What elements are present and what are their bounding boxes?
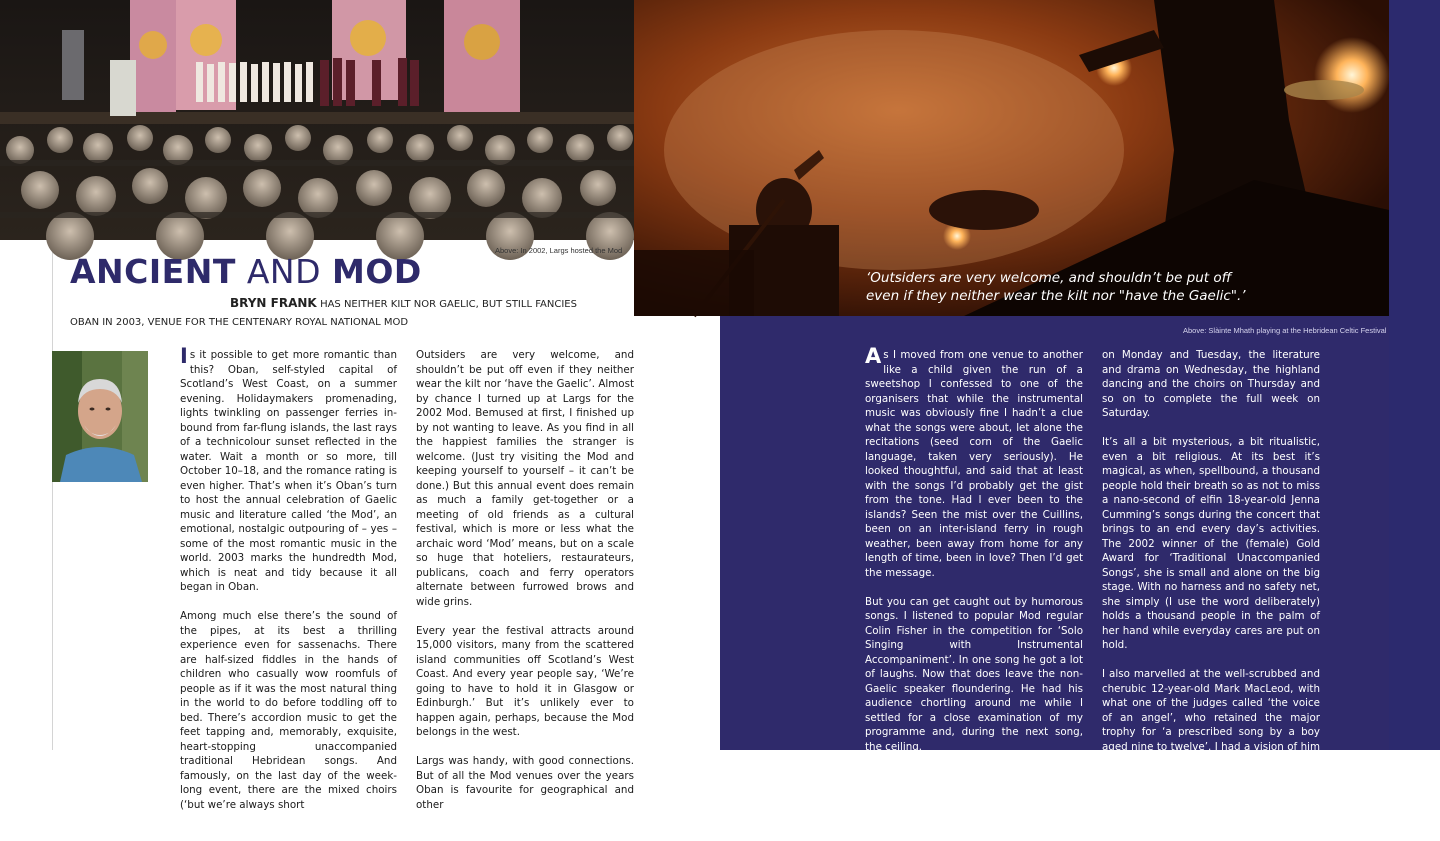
concert-photo-caption: Above: Slàinte Mhath playing at the Hebridean Celtic Festival [1183,326,1387,335]
drop-cap: A [865,344,882,368]
paragraph-text: s I moved from one venue to another like a child given the run of a sweetshop I confessed to one of the organisers that while the instrumental music was obviously fine I hadn’t a clue what the songs were about, let alone the recitations (seed corn of the Gaelic language, taken very seriously). He looked thoughtful, and said that at least with the songs I’d probably get the gist from the tone. Had I ever been to the islands? Seen the mist over the Cuillins, been on an inter-island ferry in rough weather, been away from home for any length of time, been in love? Then I’d get the message. [865,349,1083,579]
drop-cap: I [180,344,188,368]
title-word-mod: MOD [332,252,422,291]
title-word-ancient: ANCIENT [70,252,236,291]
author-name: BRYN FRANK [230,296,317,310]
standfirst-text-2: OBAN IN 2003, VENUE FOR THE CENTENARY ROYAL NATIONAL MOD [70,316,409,328]
article-title [70,252,422,291]
paragraph: It’s all a bit mysterious, a bit ritualistic, even a bit religious. At its best it’s magical, as when, spellbound, a thousand people hold their breath so as not to miss a nano-second of elfin 18-year-old Jenna Cumming’s songs during the concert that brings to an end every day’s activities. The 2002 winner of the (female) Gold Award for ‘Traditional Unaccompanied Songs’, she is small and alone on the big stage. With no harness and no safety net, she simply (I use the word deliberately) holds a thousand people in the palm of her hand while everyday cares are put on hold. [1102,436,1320,651]
paragraph: But you can get caught out by humorous songs. I listened to popular Mod regular Colin Fisher in the competition for ‘Solo Singing with Instrumental Accompaniment’. In one song he got a lot of laughs. Now that does leave the non-Gaelic speaker floundering. He had his audience chortling around me while I settled for a close examination of my programme and, during the next song, the ceiling. [865,595,1083,753]
paragraph: Every year the festival attracts around 15,000 visitors, many from the scattered island communities off Scotland’s West Coast. And every year people say, ‘We’re going to have to hold it in Glasgow or Edinburgh.’ But it’s unlikely ever to happen again, perhaps, because the Mod belongs in the west. [416,624,634,738]
choir-photo-caption: Above: In 2002, Largs hosted the Mod [495,246,623,255]
paragraph: Largs was handy, with good connections. But of all the Mod venues over the years Oban is favourite for geographical and other [416,755,634,811]
paragraph: on Monday and Tuesday, the literature and drama on Wednesday, the highland dancing and the choirs on Thursday and so on to complete the full week on Saturday. [1102,349,1320,419]
body-column-3 [865,344,1083,841]
body-column-4 [1102,348,1320,827]
choir-photo-art [0,0,634,240]
standfirst-line-1 [70,295,580,314]
body-column-2 [416,348,634,827]
paragraph [180,344,397,595]
paragraph: Outsiders are very welcome, and shouldn’t be put off even if they neither wear the kilt nor ‘have the Gaelic’. Almost by chance I turned up at Largs for the 2002 Mod. Bemused at first, I finished up by not wanting to leave. As you find in all the happiest families the stranger is welcome. (Just try visiting the Mod and keeping yourself to yourself – it can’t be done.) But this annual event does remain as much a family get-together or a meeting of old friends as a cultural festival, which is more or less what the archaic word ‘Mod’ means, but on a scale so huge that hoteliers, restaurateurs, publicans, coach and ferry operators alternate between furrowed brows and wide grins. [416,349,634,608]
standfirst-text-1: HAS NEITHER KILT NOR GAELIC, BUT STILL FANCIES [320,299,577,310]
paragraph: The highly structured programme makes it very visitor-friendly. Buy a day ticket and just follow your nose, though there’s a well laid [865,769,1083,825]
left-page-edge [52,240,53,750]
title-word-and: AND [246,252,321,291]
paragraph: Among much else there’s the sound of the pipes, at its best a thrilling experience even for sassenachs. There are half-sized fiddles in the hands of children who casually wow roomfuls of people as if it was the most natural thing in the world to do before toddling off to bed. There’s accordion music to get the feet tapping and, memorably, exquisite, heart-stopping unaccompanied traditional Hebridean songs. And famously, on the last day of the week-long event, there are the mixed choirs (‘but we’re always short [180,610,397,811]
paragraph [865,344,1083,580]
standfirst [70,295,580,331]
paragraph-text: s it possible to get more romantic than this? Oban, self-styled capital of Scotland’s West Coast, on a summer evening. Holidaymakers promenading, lights twinkling on passenger ferries in-bound from far-flung islands, the last rays of a technicolour sunset reflected in the water. Wait a month or so more, till October 10–18, and the romance rating is even higher. That’s when it’s Oban’s turn to host the annual celebration of Gaelic music and literature called ‘the Mod’, an emotional, nostalgic outpouring of – yes – some of the most romantic music in the world. 2003 marks the hundredth Mod, which is neat and tidy because it all began in Oban. [180,349,397,593]
pull-quote: ‘Outsiders are very welcome, and shouldn’t be put off even if they neither wear the kilt nor "have the Gaelic".’ [866,270,1246,304]
paragraph: I also marvelled at the well-scrubbed and cherubic 12-year-old Mark MacLeod, with what one of the judges called ‘the voice of an angel’, who retained the major trophy for ‘a prescribed song by a boy aged nine to twelve’. I had a vision of him communing precociously with nature at the bow of the ferry during the first part of the long journey from his home on the Isle of Lewis, but his [1102,668,1320,811]
page-edge-strip [1389,0,1440,750]
body-column-1 [180,344,397,827]
author-portrait [52,351,148,482]
author-portrait-art [52,351,148,482]
choir-photo [0,0,634,240]
